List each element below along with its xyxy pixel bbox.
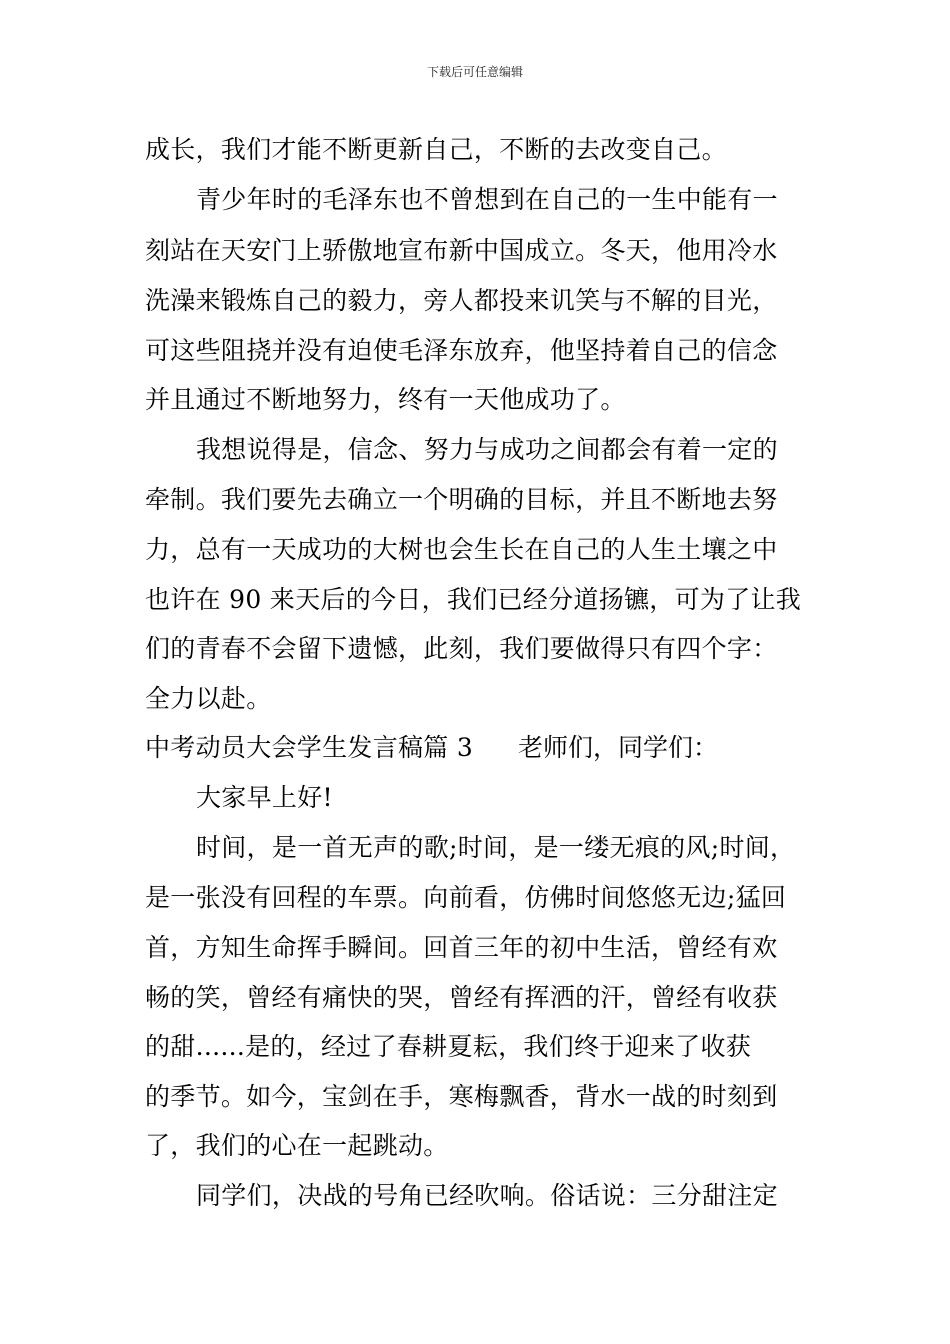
text-line: 牵制。我们要先去确立一个明确的目标，并且不断地去努 bbox=[145, 485, 778, 514]
text-line: 洗澡来锻炼自己的毅力，旁人都投来讥笑与不解的目光， bbox=[145, 286, 778, 315]
text-line: 了，我们的心在一起跳动。 bbox=[145, 1131, 449, 1160]
text-line: 畅的笑，曾经有痛快的哭，曾经有挥洒的汗，曾经有收获 bbox=[145, 983, 778, 1012]
text-line: 首，方知生命挥手瞬间。回首三年的初中生活，曾经有欢 bbox=[145, 933, 778, 962]
paragraph-first-line: 青少年时的毛泽东也不曾想到在自己的一生中能有一 bbox=[196, 185, 778, 214]
text-line: 并且通过不断地努力，终有一天他成功了。 bbox=[145, 385, 626, 414]
section-heading: 中考动员大会学生发言稿篇 3 bbox=[145, 733, 474, 762]
text-line: 成长，我们才能不断更新自己，不断的去改变自己。 bbox=[145, 135, 727, 164]
greeting: 大家早上好! bbox=[196, 783, 333, 812]
salutation: 老师们，同学们： bbox=[518, 733, 719, 762]
text-line: 可这些阻挠并没有迫使毛泽东放弃，他坚持着自己的信念 bbox=[145, 336, 778, 365]
text-line: 刻站在天安门上骄傲地宣布新中国成立。冬天，他用冷水 bbox=[145, 236, 778, 265]
paragraph-first-line: 同学们，决战的号角已经吹响。俗话说：三分甜注定 bbox=[196, 1181, 778, 1210]
text-line: 力，总有一天成功的大树也会生长在自己的人生土壤之中 bbox=[145, 535, 778, 564]
text-line: 也许在 90 来天后的今日，我们已经分道扬镳，可为了让我 bbox=[145, 585, 802, 614]
text-line: 全力以赴。 bbox=[145, 684, 272, 713]
text-line: 们的青春不会留下遗憾，此刻，我们要做得只有四个字： bbox=[145, 634, 778, 663]
paragraph-first-line: 时间，是一首无声的歌;时间，是一缕无痕的风;时间， bbox=[196, 833, 796, 862]
paragraph-first-line: 我想说得是，信念、努力与成功之间都会有着一定的 bbox=[196, 435, 778, 464]
page-header: 下载后可任意编辑 bbox=[426, 65, 523, 79]
text-line: 是一张没有回程的车票。向前看，仿佛时间悠悠无边;猛回 bbox=[145, 883, 787, 912]
text-line: 的季节。如今，宝剑在手，寒梅飘香，背水一战的时刻到 bbox=[145, 1082, 778, 1111]
text-line: 的甜......是的，经过了春耕夏耘，我们终于迎来了收获 bbox=[145, 1032, 752, 1061]
